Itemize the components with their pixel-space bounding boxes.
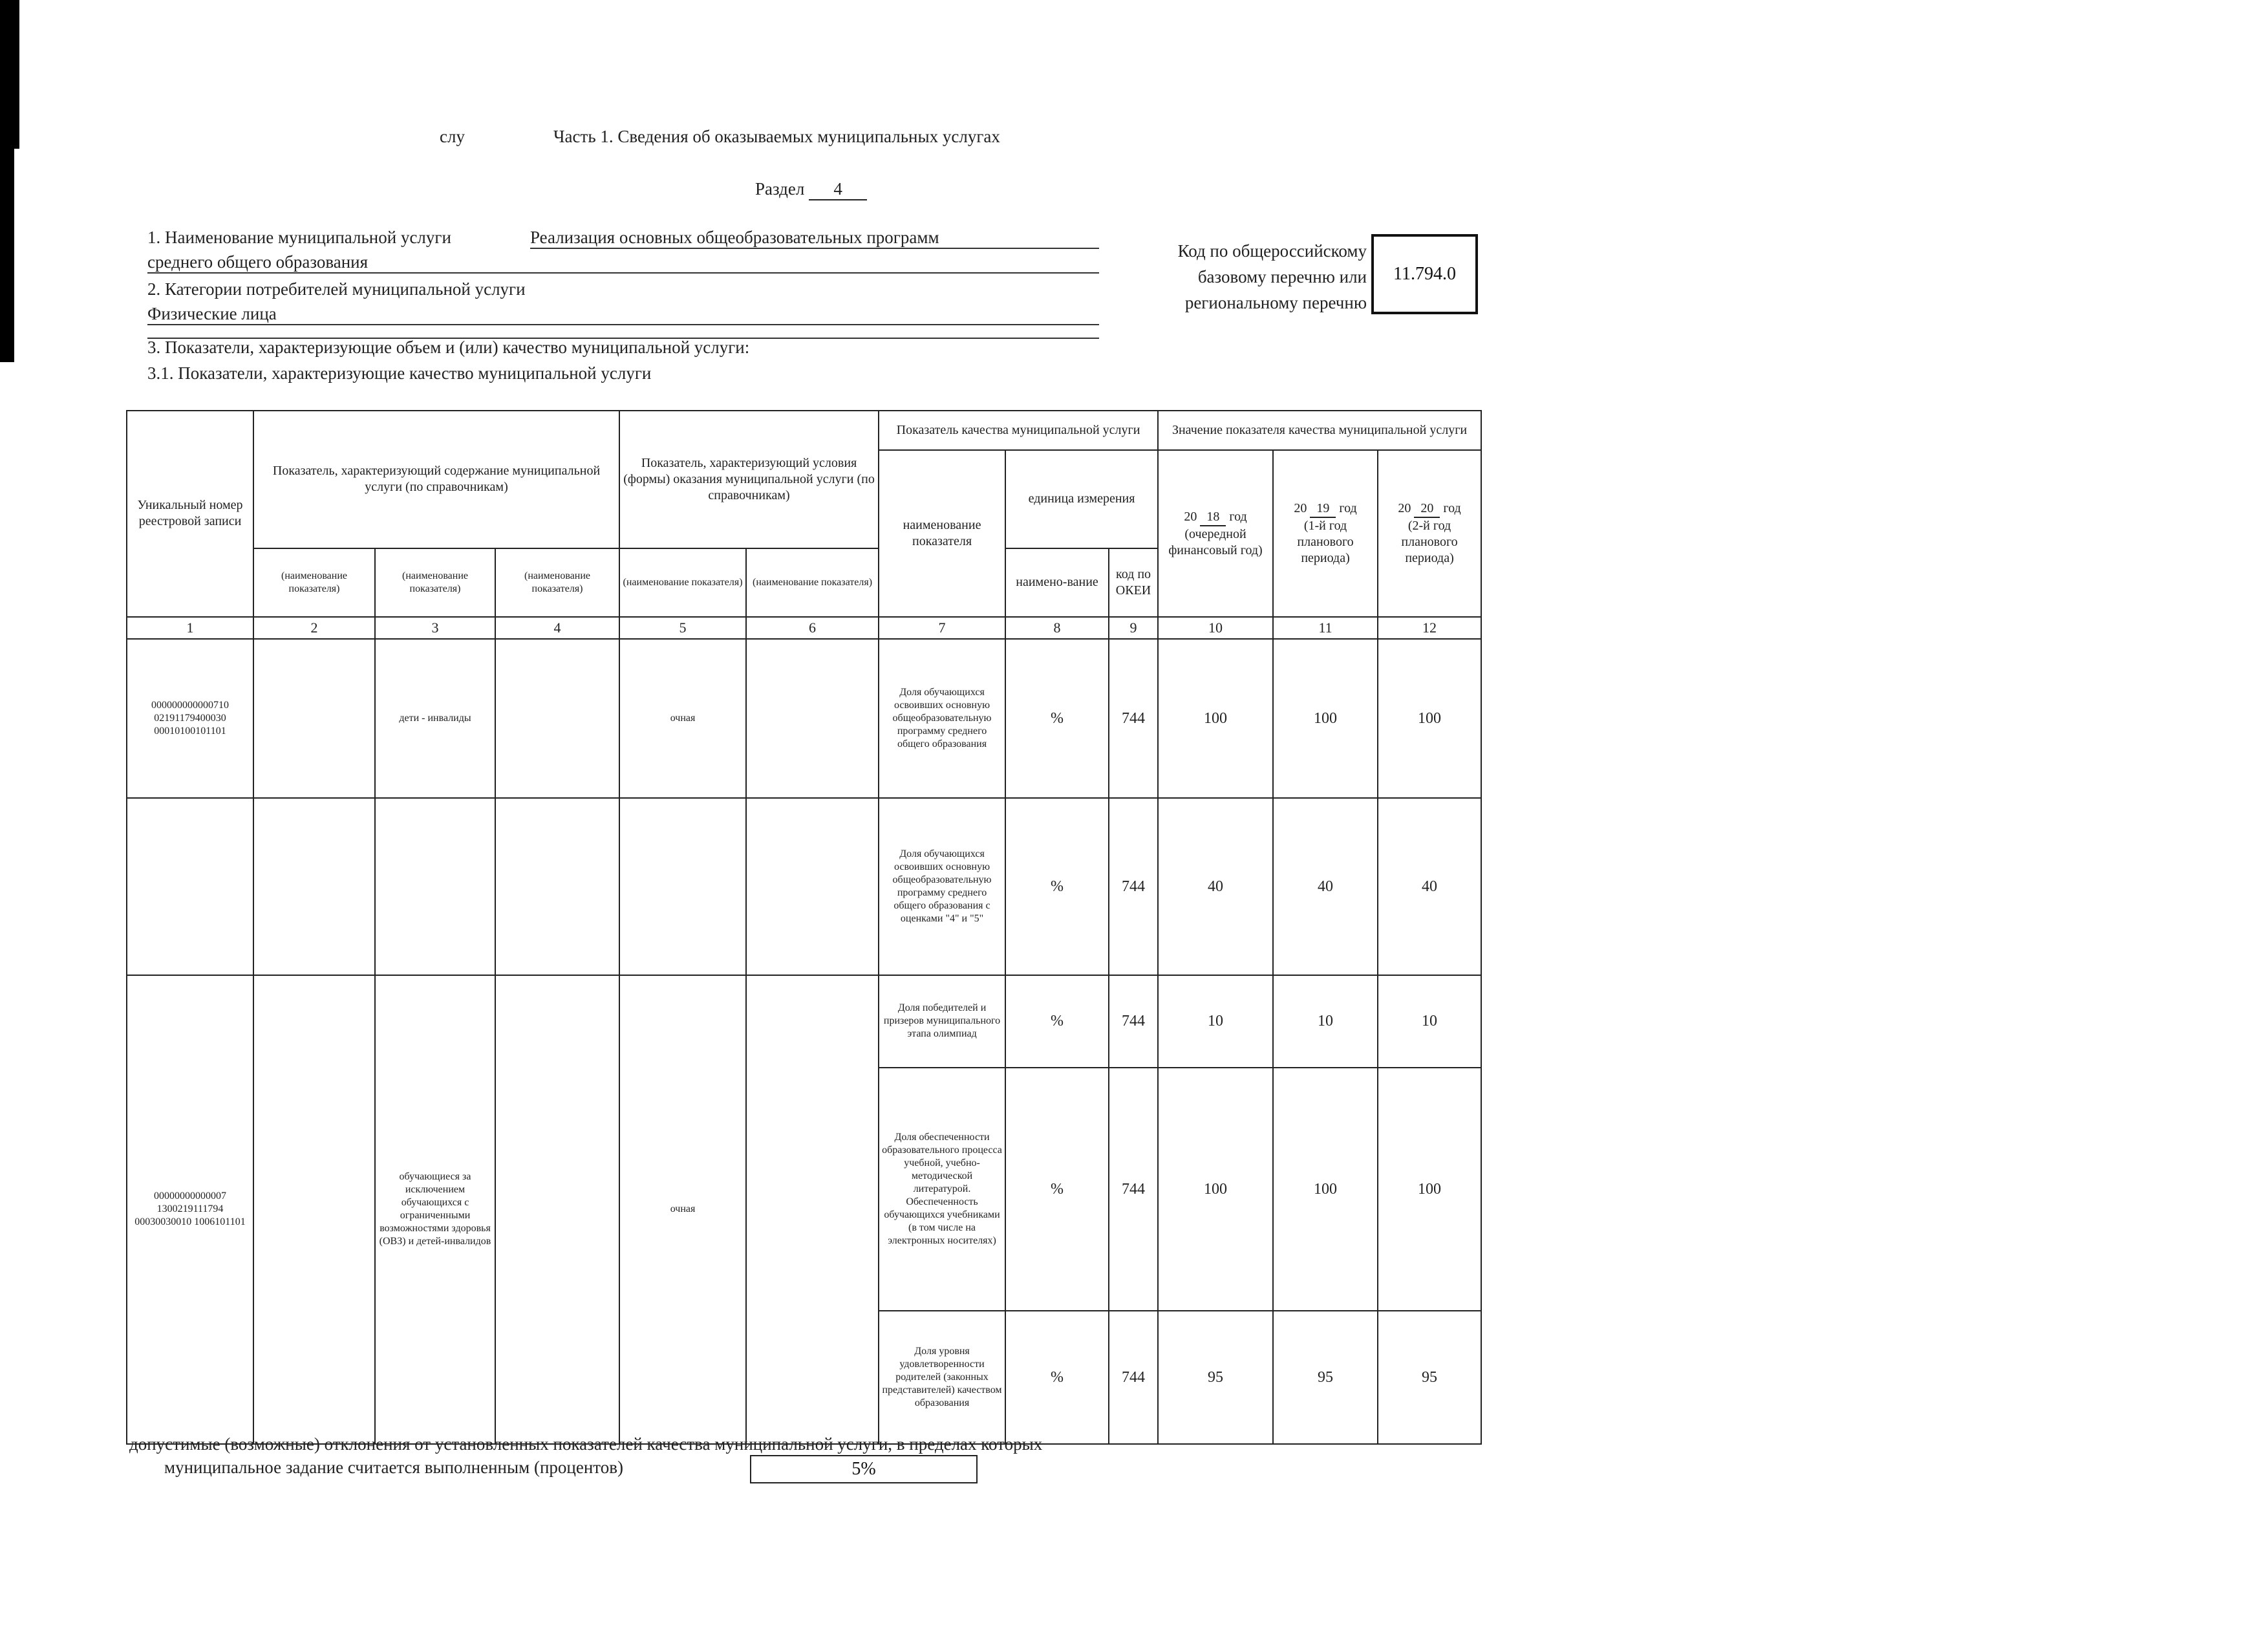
consumers-value: Физические лица <box>147 304 1099 325</box>
part-title: Часть 1. Сведения об оказываемых муниципальных услугах <box>553 127 1000 146</box>
header-unique-number: Уникальный номер реестровой записи <box>127 411 253 617</box>
footer-line-1: допустимые (возможные) отклонения от установленных показателей качества муниципальной услуги, в пределах которых <box>129 1434 1043 1454</box>
footer-line-2: муниципальное задание считается выполненным (процентов) <box>164 1458 623 1477</box>
code-label-line: Код по общероссийскому <box>1177 241 1367 261</box>
header-year-2: 20 19 год (1-й год планового периода) <box>1273 450 1378 616</box>
column-number: 2 <box>253 617 375 640</box>
empty-cell <box>746 975 879 1445</box>
code-value-box: 11.794.0 <box>1371 234 1478 314</box>
okei-cell: 744 <box>1109 639 1158 797</box>
value-cell: 100 <box>1273 1068 1378 1311</box>
header-sub-name: (наименование показателя) <box>375 548 495 617</box>
empty-cell <box>619 798 746 975</box>
code-label-line: региональному перечню <box>1184 293 1367 312</box>
empty-cell <box>495 975 619 1445</box>
value-cell: 95 <box>1158 1311 1273 1444</box>
header-year-3: 20 20 год (2-й год планового периода) <box>1378 450 1481 616</box>
indicator-cell: Доля победителей и призеров муниципального этапа олимпиад <box>879 975 1005 1068</box>
unique-number-cell: 00000000000007 1300219111794 00030030010 1006101101 <box>127 975 253 1445</box>
unit-cell: % <box>1005 798 1109 975</box>
header-year-1: 20 18 год (очередной финансовый год) <box>1158 450 1273 616</box>
okei-cell: 744 <box>1109 798 1158 975</box>
form-cell: очная <box>619 639 746 797</box>
percent-box: 5% <box>750 1455 978 1483</box>
section-heading <box>755 179 867 200</box>
content-cell: обучающиеся за исключением обучающихся с ограниченными возможностями здоровья (ОВЗ) и детей-инвалидов <box>375 975 495 1445</box>
column-number: 12 <box>1378 617 1481 640</box>
content-cell: дети - инвалиды <box>375 639 495 797</box>
empty-cell <box>375 798 495 975</box>
column-number: 6 <box>746 617 879 640</box>
value-cell: 40 <box>1158 798 1273 975</box>
indicator-cell: Доля уровня удовлетворенности родителей (законных представителей) качеством образования <box>879 1311 1005 1444</box>
unit-cell: % <box>1005 975 1109 1068</box>
empty-cell <box>253 639 375 797</box>
value-cell: 10 <box>1378 975 1481 1068</box>
column-number: 5 <box>619 617 746 640</box>
value-cell: 40 <box>1378 798 1481 975</box>
empty-cell <box>253 798 375 975</box>
header-sub-name: (наименование показателя) <box>746 548 879 617</box>
okei-cell: 744 <box>1109 1068 1158 1311</box>
table-row <box>127 798 1481 975</box>
unit-cell: % <box>1005 639 1109 797</box>
service-name-value: Реализация основных общеобразовательных программ <box>530 228 1099 249</box>
header-indicator-name: наименование показателя <box>879 450 1005 616</box>
scan-edge-bar <box>0 0 14 362</box>
quality-table <box>126 410 1482 1445</box>
header-sub-name: (наименование показателя) <box>495 548 619 617</box>
column-number: 10 <box>1158 617 1273 640</box>
value-cell: 95 <box>1273 1311 1378 1444</box>
okei-cell: 744 <box>1109 1311 1158 1444</box>
service-name-value-2: среднего общего образования <box>147 252 1099 274</box>
empty-cell <box>253 975 375 1445</box>
header-sub-name: (наименование показателя) <box>253 548 375 617</box>
header-unit-name: наимено-вание <box>1005 548 1109 617</box>
section-label: Раздел <box>755 179 805 199</box>
value-cell: 100 <box>1158 639 1273 797</box>
header-content-indicator: Показатель, характеризующий содержание муниципальной услуги (по справочникам) <box>253 411 619 548</box>
header-quality-indicator: Показатель качества муниципальной услуги <box>879 411 1158 450</box>
empty-cell <box>746 798 879 975</box>
header-unit-code: код по ОКЕИ <box>1109 548 1158 617</box>
form-cell: очная <box>619 975 746 1445</box>
indicator-cell: Доля обучающихся освоивших основную общеобразовательную программу среднего общего образования с оценками "4" и "5" <box>879 798 1005 975</box>
header-unit: единица измерения <box>1005 450 1158 548</box>
table-row <box>127 639 1481 797</box>
consumers-label: 2. Категории потребителей муниципальной услуги <box>147 279 526 299</box>
value-cell: 10 <box>1158 975 1273 1068</box>
section-number: 4 <box>809 179 867 200</box>
indicators-label: 3. Показатели, характеризующие объем и (или) качество муниципальной услуги: <box>147 338 750 357</box>
value-cell: 100 <box>1378 1068 1481 1311</box>
empty-cell <box>127 798 253 975</box>
header-sub-name: (наименование показателя) <box>619 548 746 617</box>
service-name-label: 1. Наименование муниципальной услуги <box>147 228 451 247</box>
column-number: 9 <box>1109 617 1158 640</box>
column-number: 7 <box>879 617 1005 640</box>
scan-edge-bar <box>14 0 19 149</box>
code-label-line: базовому перечню или <box>1197 267 1367 286</box>
empty-cell <box>495 639 619 797</box>
column-number: 3 <box>375 617 495 640</box>
value-cell: 100 <box>1378 639 1481 797</box>
code-label <box>1124 238 1367 316</box>
value-cell: 100 <box>1158 1068 1273 1311</box>
table-row <box>127 975 1481 1068</box>
column-number: 11 <box>1273 617 1378 640</box>
column-number: 1 <box>127 617 253 640</box>
empty-cell <box>746 639 879 797</box>
header-conditions-indicator: Показатель, характеризующий условия (формы) оказания муниципальной услуги (по справочникам) <box>619 411 879 548</box>
empty-cell <box>495 798 619 975</box>
value-cell: 10 <box>1273 975 1378 1068</box>
value-cell: 40 <box>1273 798 1378 975</box>
column-number: 4 <box>495 617 619 640</box>
column-number: 8 <box>1005 617 1109 640</box>
unique-number-cell: 000000000000710 02191179400030 00010100101101 <box>127 639 253 797</box>
unit-cell: % <box>1005 1311 1109 1444</box>
okei-cell: 744 <box>1109 975 1158 1068</box>
value-cell: 95 <box>1378 1311 1481 1444</box>
unit-cell: % <box>1005 1068 1109 1311</box>
header-quality-values: Значение показателя качества муниципальной услуги <box>1158 411 1481 450</box>
header-fragment: слу <box>440 127 465 146</box>
indicator-cell: Доля обучающихся освоивших основную общеобразовательную программу среднего общего образования <box>879 639 1005 797</box>
value-cell: 100 <box>1273 639 1378 797</box>
quality-label: 3.1. Показатели, характеризующие качество муниципальной услуги <box>147 363 652 383</box>
indicator-cell: Доля обеспеченности образовательного процесса учебной, учебно-методической литературой. Обеспеченность обучающихся учебниками (в том числе на электронных носителях) <box>879 1068 1005 1311</box>
